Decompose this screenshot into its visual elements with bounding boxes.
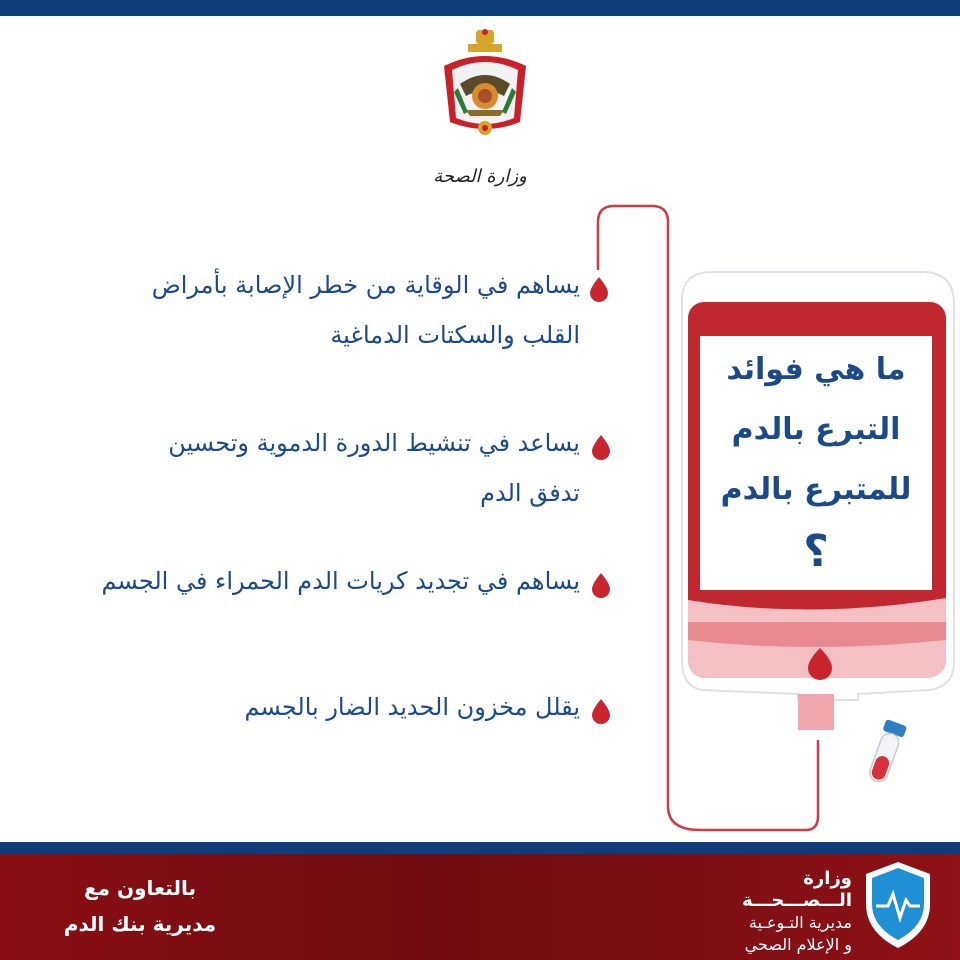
bullet-4	[100, 682, 580, 732]
collab-line-1: بالتعاون مع	[83, 876, 196, 900]
moh-line-1: وزارة الـــصـــحـــة	[742, 868, 852, 911]
blood-drop-icon	[588, 276, 610, 302]
top-bar	[0, 0, 960, 16]
bullet-2	[60, 418, 580, 518]
bullet-3	[30, 556, 580, 606]
bullet-1	[60, 260, 580, 360]
moh-line-2: مديرية التـوعـية	[748, 913, 852, 932]
bullet-3-line-1: يساهم في تجديد كريات الدم الحمراء في الجسم	[101, 567, 580, 595]
blood-drop-icon	[590, 698, 612, 724]
ministry-awareness-text	[700, 868, 852, 956]
bag-question-line-3: للمتبرع بالدم	[720, 472, 912, 507]
bullet-1-line-1: يساهم في الوقاية من خطر الإصابة بأمراض	[151, 271, 580, 299]
blood-drop-icon	[590, 572, 612, 598]
bag-question-line-2: التبرع بالدم	[731, 412, 901, 447]
health-shield-icon	[862, 860, 934, 950]
test-tube-icon	[856, 716, 910, 794]
bullet-2-line-2: تدفق الدم	[480, 479, 580, 507]
blood-drop-icon	[590, 434, 612, 460]
bullet-2-line-1: يساعد في تنشيط الدورة الدموية وتحسين	[168, 429, 580, 457]
bag-question-mark: ؟	[803, 526, 829, 577]
footer-top-line	[0, 842, 960, 854]
bullet-1-line-2: القلب والسكتات الدماغية	[330, 321, 580, 349]
bag-question-panel	[700, 336, 932, 590]
bag-question-line-1: ما هي فوائد	[726, 352, 906, 387]
bullet-4-line-1: يقلل مخزون الحديد الضار بالجسم	[244, 693, 580, 721]
collaboration-text	[40, 870, 240, 942]
ministry-signature: وزارة الصحة	[433, 166, 527, 187]
jordan-coat-of-arms-icon	[438, 26, 532, 140]
collab-line-2: مديرية بنك الدم	[63, 912, 217, 936]
moh-line-3: و الإعلام الصحي	[744, 935, 852, 954]
